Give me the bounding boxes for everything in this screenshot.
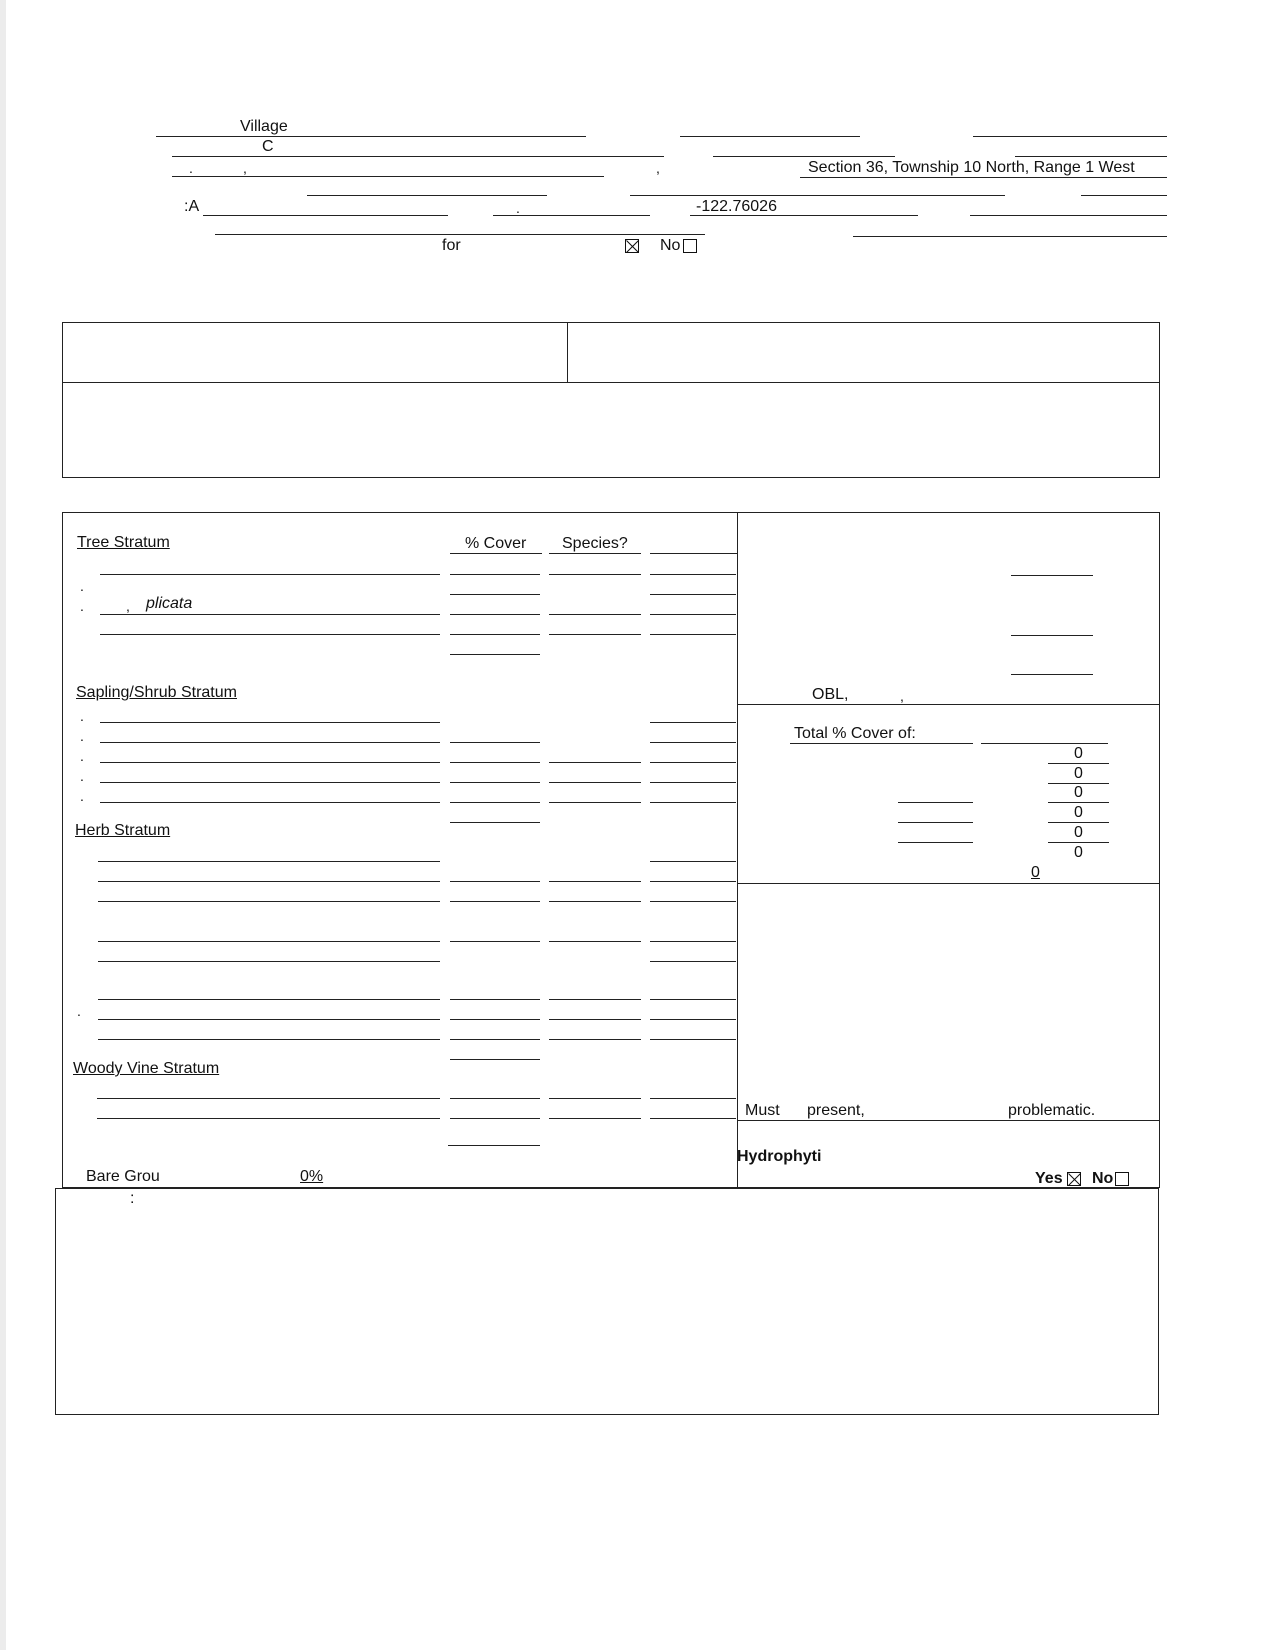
tree-row-line[interactable]: [650, 574, 736, 575]
field-line[interactable]: [172, 176, 604, 177]
bare-ground-value: 0%: [300, 1168, 324, 1185]
herb-row-line[interactable]: [650, 881, 736, 882]
herb-row-line[interactable]: [450, 941, 540, 942]
dot-mark: .: [516, 200, 520, 216]
herb-row-line[interactable]: [549, 901, 641, 902]
comma-mark: ,: [656, 160, 660, 176]
total-value-upl: 0: [1074, 824, 1083, 841]
dot-mark: .: [189, 160, 193, 176]
tree-row-line[interactable]: [549, 614, 641, 615]
tree-row-line[interactable]: [450, 614, 540, 615]
vine-row-line[interactable]: [549, 1118, 641, 1119]
count-line[interactable]: [1011, 674, 1093, 675]
herb-row-line[interactable]: [98, 1039, 440, 1040]
cover-heading: % Cover: [465, 535, 527, 552]
herb-row-line[interactable]: [650, 941, 736, 942]
remarks-colon: :: [130, 1190, 135, 1207]
heading-underline: [790, 743, 973, 744]
sapling-row-line[interactable]: [549, 782, 641, 783]
field-line[interactable]: [853, 236, 1167, 237]
herb-row-line[interactable]: [98, 1019, 440, 1020]
hydrophytic-label: Hydrophyti: [737, 1148, 822, 1165]
prevalence-index-value: 0: [1031, 864, 1040, 881]
panel-divider: [737, 883, 1160, 884]
tree-row-line[interactable]: [100, 614, 440, 615]
vine-row-line[interactable]: [650, 1098, 736, 1099]
no-label: No: [660, 237, 681, 254]
bare-ground-label: Bare Grou: [86, 1168, 160, 1185]
sapling-row-line[interactable]: [650, 762, 736, 763]
heading-underline: [450, 553, 542, 554]
total-value-obl: 0: [1074, 745, 1083, 762]
field-line[interactable]: [172, 156, 664, 157]
no-label: No: [1092, 1170, 1114, 1187]
dot-mark: .: [80, 728, 84, 744]
tree-stratum-heading: Tree Stratum: [77, 534, 170, 551]
tree-row-line[interactable]: [650, 594, 736, 595]
herb-row-line[interactable]: [549, 881, 641, 882]
sapling-row-line[interactable]: [549, 762, 641, 763]
field-line[interactable]: [630, 195, 1005, 196]
herb-row-line[interactable]: [450, 1019, 540, 1020]
sapling-row-line[interactable]: [100, 762, 440, 763]
total-line[interactable]: [898, 802, 973, 803]
total-line[interactable]: [1048, 763, 1109, 764]
herb-row-line[interactable]: [650, 961, 736, 962]
herb-row-line[interactable]: [549, 1019, 641, 1020]
field-line[interactable]: [203, 215, 448, 216]
total-line[interactable]: [898, 822, 973, 823]
dot-mark: .: [80, 788, 84, 804]
vine-row-line[interactable]: [97, 1118, 440, 1119]
herb-row-line[interactable]: [650, 1039, 736, 1040]
woody-vine-stratum-heading: Woody Vine Stratum: [73, 1060, 220, 1077]
panel-divider: [737, 1120, 1160, 1121]
tree-total-line[interactable]: [450, 654, 540, 655]
vegetation-divider: [737, 512, 738, 1188]
field-line[interactable]: [713, 156, 895, 157]
dot-mark: .: [80, 768, 84, 784]
total-line[interactable]: [1048, 802, 1109, 803]
tree-row-line[interactable]: [450, 574, 540, 575]
field-line[interactable]: [680, 136, 860, 137]
herb-row-line[interactable]: [98, 901, 440, 902]
herb-row-line[interactable]: [98, 999, 440, 1000]
total-cover-label: Total % Cover of:: [794, 725, 916, 742]
yes-label: Yes: [1035, 1170, 1063, 1187]
summary-box: [62, 322, 1160, 478]
herb-row-line[interactable]: [650, 901, 736, 902]
heading-underline: [650, 553, 737, 554]
herb-row-line[interactable]: [98, 941, 440, 942]
sapling-row-line[interactable]: [650, 722, 736, 723]
tree-row-line[interactable]: [100, 634, 440, 635]
vine-row-line[interactable]: [97, 1098, 440, 1099]
total-value-fac: 0: [1074, 784, 1083, 801]
sapling-stratum-heading: Sapling/Shrub Stratum: [76, 684, 237, 701]
for-label: for: [442, 237, 461, 254]
c-label: C: [262, 138, 274, 155]
comma-mark: ,: [126, 598, 130, 614]
problematic-label: problematic.: [1008, 1102, 1096, 1119]
count-line[interactable]: [1011, 635, 1093, 636]
summary-divider: [567, 322, 568, 382]
present-label: present,: [807, 1102, 865, 1119]
herb-row-line[interactable]: [98, 861, 440, 862]
summary-divider: [62, 382, 1160, 383]
sapling-total-line[interactable]: [450, 822, 540, 823]
count-line[interactable]: [1011, 575, 1093, 576]
dot-mark: .: [80, 708, 84, 724]
herb-row-line[interactable]: [450, 999, 540, 1000]
total-value-column: 0: [1074, 844, 1083, 861]
vine-row-line[interactable]: [450, 1098, 540, 1099]
tree-row-line[interactable]: [549, 634, 641, 635]
vine-row-line[interactable]: [549, 1098, 641, 1099]
herb-stratum-heading: Herb Stratum: [75, 822, 171, 839]
tree-row-line[interactable]: [650, 614, 736, 615]
hydrophytic-yes-checkbox-checked[interactable]: [1067, 1172, 1081, 1186]
tree-row-line[interactable]: [549, 574, 641, 575]
sapling-row-line[interactable]: [100, 742, 440, 743]
comma-mark: ,: [243, 160, 247, 176]
remarks-box: [55, 1188, 1159, 1415]
lat-label: :A: [184, 198, 200, 215]
sapling-row-line[interactable]: [549, 802, 641, 803]
species-heading: Species?: [562, 535, 628, 552]
comma-mark: ,: [900, 688, 904, 704]
longitude-value: -122.76026: [696, 198, 777, 215]
hydrophytic-no-checkbox[interactable]: [1115, 1172, 1129, 1186]
herb-row-line[interactable]: [549, 941, 641, 942]
dot-mark: .: [80, 578, 84, 594]
yes-checkbox-checked[interactable]: [625, 239, 639, 253]
herb-row-line[interactable]: [549, 999, 641, 1000]
tree-row-line[interactable]: [100, 574, 440, 575]
sapling-row-line[interactable]: [450, 802, 540, 803]
herb-row-line[interactable]: [549, 1039, 641, 1040]
obl-label: OBL,: [812, 686, 849, 703]
must-label: Must: [745, 1102, 780, 1119]
herb-row-line[interactable]: [450, 1039, 540, 1040]
sapling-row-line[interactable]: [650, 742, 736, 743]
sapling-row-line[interactable]: [450, 742, 540, 743]
scan-edge: [0, 0, 6, 1650]
herb-row-line[interactable]: [650, 1019, 736, 1020]
field-line[interactable]: [1081, 195, 1167, 196]
field-line[interactable]: [800, 177, 1167, 178]
total-line[interactable]: [898, 842, 973, 843]
tree-row-line[interactable]: [450, 594, 540, 595]
sapling-row-line[interactable]: [450, 762, 540, 763]
herb-row-line[interactable]: [98, 881, 440, 882]
dot-mark: .: [80, 598, 84, 614]
field-line[interactable]: [973, 136, 1167, 137]
panel-divider: [737, 704, 1160, 705]
heading-underline: [981, 743, 1108, 744]
herb-row-line[interactable]: [450, 881, 540, 882]
field-line[interactable]: [215, 234, 705, 235]
species-plicata: plicata: [146, 595, 193, 612]
total-value-facw: 0: [1074, 765, 1083, 782]
field-line[interactable]: [690, 215, 918, 216]
herb-row-line[interactable]: [650, 861, 736, 862]
vine-total-line[interactable]: [448, 1145, 540, 1146]
herb-row-line[interactable]: [650, 999, 736, 1000]
sapling-row-line[interactable]: [100, 722, 440, 723]
sapling-row-line[interactable]: [650, 802, 736, 803]
sapling-row-line[interactable]: [100, 782, 440, 783]
field-line[interactable]: [970, 215, 1167, 216]
sapling-row-line[interactable]: [100, 802, 440, 803]
village-label: Village: [240, 118, 288, 135]
dot-mark: .: [77, 1003, 81, 1019]
tree-row-line[interactable]: [450, 634, 540, 635]
heading-underline: [549, 553, 641, 554]
total-line[interactable]: [1048, 822, 1109, 823]
total-line[interactable]: [1048, 842, 1109, 843]
no-checkbox[interactable]: [683, 239, 697, 253]
section-township-range: Section 36, Township 10 North, Range 1 West: [808, 159, 1135, 176]
herb-row-line[interactable]: [98, 961, 440, 962]
field-line[interactable]: [307, 195, 547, 196]
herb-row-line[interactable]: [450, 901, 540, 902]
field-line[interactable]: [493, 215, 650, 216]
total-value-facu: 0: [1074, 804, 1083, 821]
sapling-row-line[interactable]: [650, 782, 736, 783]
sapling-row-line[interactable]: [450, 782, 540, 783]
dot-mark: .: [80, 748, 84, 764]
vine-row-line[interactable]: [450, 1118, 540, 1119]
tree-row-line[interactable]: [650, 634, 736, 635]
herb-total-line[interactable]: [450, 1059, 540, 1060]
field-line[interactable]: [156, 136, 586, 137]
vine-row-line[interactable]: [650, 1118, 736, 1119]
field-line[interactable]: [1015, 156, 1167, 157]
